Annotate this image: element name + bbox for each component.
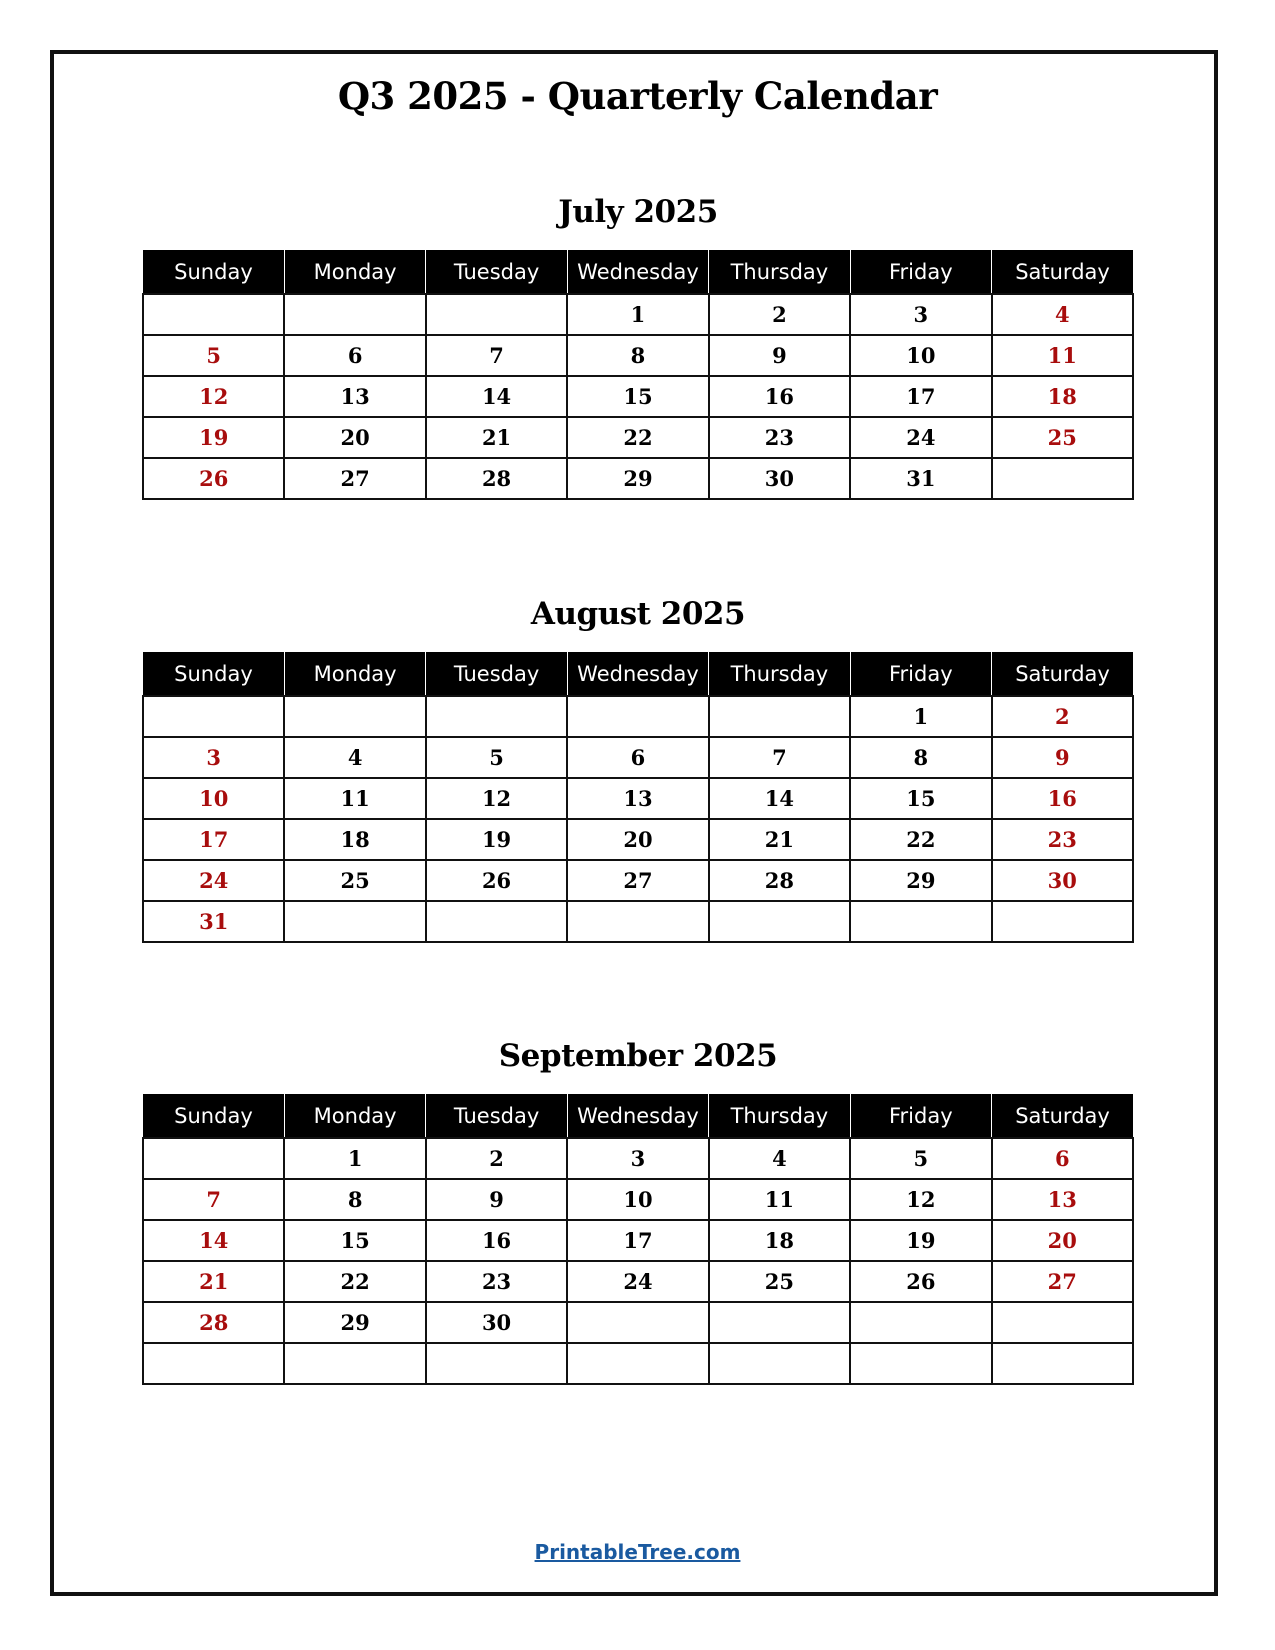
weekday-header-row xyxy=(143,250,1133,294)
day-cell: 13 xyxy=(284,376,425,417)
weekday-header-thursday: Thursday xyxy=(709,652,850,696)
footer xyxy=(0,1540,1275,1564)
day-cell: 12 xyxy=(143,376,284,417)
day-cell: 13 xyxy=(567,778,708,819)
day-cell: 4 xyxy=(709,1138,850,1179)
day-cell: 27 xyxy=(284,458,425,499)
day-cell: 12 xyxy=(850,1179,991,1220)
day-cell: 28 xyxy=(426,458,567,499)
printabletree-link[interactable]: PrintableTree.com xyxy=(534,1540,741,1564)
week-row xyxy=(143,819,1133,860)
day-cell: 23 xyxy=(426,1261,567,1302)
day-cell: 3 xyxy=(850,294,991,335)
day-cell: 31 xyxy=(850,458,991,499)
day-cell: 21 xyxy=(143,1261,284,1302)
empty-day-cell xyxy=(992,1302,1133,1343)
empty-day-cell xyxy=(284,1343,425,1384)
weekday-header-sunday: Sunday xyxy=(143,250,284,294)
weekday-header-saturday: Saturday xyxy=(992,1094,1133,1138)
empty-day-cell xyxy=(992,458,1133,499)
day-cell: 26 xyxy=(143,458,284,499)
empty-day-cell xyxy=(284,294,425,335)
day-cell: 5 xyxy=(426,737,567,778)
week-row xyxy=(143,335,1133,376)
empty-day-cell xyxy=(284,696,425,737)
calendar-grid xyxy=(142,652,1134,943)
weekday-header-friday: Friday xyxy=(850,1094,991,1138)
day-cell: 9 xyxy=(426,1179,567,1220)
day-cell: 7 xyxy=(143,1179,284,1220)
week-row xyxy=(143,1179,1133,1220)
day-cell: 9 xyxy=(709,335,850,376)
day-cell: 8 xyxy=(567,335,708,376)
day-cell: 19 xyxy=(850,1220,991,1261)
day-cell: 20 xyxy=(284,417,425,458)
day-cell: 20 xyxy=(567,819,708,860)
month-july xyxy=(142,190,1134,500)
weekday-header-thursday: Thursday xyxy=(709,250,850,294)
day-cell: 8 xyxy=(284,1179,425,1220)
calendar-grid xyxy=(142,1094,1134,1385)
day-cell: 15 xyxy=(284,1220,425,1261)
day-cell: 17 xyxy=(143,819,284,860)
day-cell: 2 xyxy=(709,294,850,335)
day-cell: 28 xyxy=(709,860,850,901)
day-cell: 21 xyxy=(709,819,850,860)
weekday-header-sunday: Sunday xyxy=(143,652,284,696)
day-cell: 17 xyxy=(567,1220,708,1261)
month-title: July 2025 xyxy=(558,194,718,230)
day-cell: 18 xyxy=(992,376,1133,417)
day-cell: 30 xyxy=(992,860,1133,901)
day-cell: 14 xyxy=(709,778,850,819)
calendar-grid xyxy=(142,250,1134,500)
day-cell: 19 xyxy=(426,819,567,860)
weekday-header-monday: Monday xyxy=(284,1094,425,1138)
day-cell: 24 xyxy=(567,1261,708,1302)
day-cell: 29 xyxy=(850,860,991,901)
page-title: Q3 2025 - Quarterly Calendar xyxy=(337,74,938,118)
day-cell: 29 xyxy=(284,1302,425,1343)
week-row xyxy=(143,294,1133,335)
day-cell: 10 xyxy=(143,778,284,819)
day-cell: 22 xyxy=(850,819,991,860)
day-cell: 25 xyxy=(709,1261,850,1302)
day-cell: 1 xyxy=(850,696,991,737)
day-cell: 11 xyxy=(992,335,1133,376)
empty-day-cell xyxy=(850,901,991,942)
week-row xyxy=(143,860,1133,901)
day-cell: 9 xyxy=(992,737,1133,778)
week-row xyxy=(143,778,1133,819)
day-cell: 11 xyxy=(284,778,425,819)
week-row xyxy=(143,458,1133,499)
day-cell: 8 xyxy=(850,737,991,778)
day-cell: 14 xyxy=(143,1220,284,1261)
calendar-body xyxy=(143,294,1133,499)
day-cell: 24 xyxy=(143,860,284,901)
day-cell: 29 xyxy=(567,458,708,499)
day-cell: 23 xyxy=(992,819,1133,860)
day-cell: 1 xyxy=(284,1138,425,1179)
day-cell: 2 xyxy=(992,696,1133,737)
day-cell: 2 xyxy=(426,1138,567,1179)
day-cell: 15 xyxy=(567,376,708,417)
day-cell: 14 xyxy=(426,376,567,417)
week-row xyxy=(143,417,1133,458)
week-row xyxy=(143,696,1133,737)
weekday-header-saturday: Saturday xyxy=(992,250,1133,294)
day-cell: 25 xyxy=(284,860,425,901)
empty-day-cell xyxy=(709,1343,850,1384)
empty-day-cell xyxy=(567,1343,708,1384)
empty-day-cell xyxy=(709,696,850,737)
month-september xyxy=(142,1034,1134,1385)
month-title: September 2025 xyxy=(498,1038,778,1074)
day-cell: 23 xyxy=(709,417,850,458)
day-cell: 5 xyxy=(143,335,284,376)
empty-day-cell xyxy=(850,1302,991,1343)
day-cell: 15 xyxy=(850,778,991,819)
month-august xyxy=(142,592,1134,943)
day-cell: 16 xyxy=(709,376,850,417)
weekday-header-wednesday: Wednesday xyxy=(567,250,708,294)
day-cell: 1 xyxy=(567,294,708,335)
empty-day-cell xyxy=(709,1302,850,1343)
empty-day-cell xyxy=(143,696,284,737)
week-row xyxy=(143,901,1133,942)
day-cell: 17 xyxy=(850,376,991,417)
weekday-header-row xyxy=(143,1094,1133,1138)
weekday-header-tuesday: Tuesday xyxy=(426,1094,567,1138)
day-cell: 3 xyxy=(567,1138,708,1179)
weekday-header-thursday: Thursday xyxy=(709,1094,850,1138)
weekday-header-row xyxy=(143,652,1133,696)
day-cell: 4 xyxy=(992,294,1133,335)
empty-day-cell xyxy=(426,696,567,737)
day-cell: 12 xyxy=(426,778,567,819)
day-cell: 31 xyxy=(143,901,284,942)
weekday-header-wednesday: Wednesday xyxy=(567,652,708,696)
calendar-body xyxy=(143,696,1133,942)
day-cell: 22 xyxy=(284,1261,425,1302)
day-cell: 11 xyxy=(709,1179,850,1220)
weekday-header-sunday: Sunday xyxy=(143,1094,284,1138)
weekday-header-wednesday: Wednesday xyxy=(567,1094,708,1138)
day-cell: 21 xyxy=(426,417,567,458)
day-cell: 4 xyxy=(284,737,425,778)
day-cell: 13 xyxy=(992,1179,1133,1220)
week-row xyxy=(143,1138,1133,1179)
empty-day-cell xyxy=(567,696,708,737)
empty-day-cell xyxy=(143,1343,284,1384)
week-row xyxy=(143,1343,1133,1384)
day-cell: 26 xyxy=(426,860,567,901)
day-cell: 6 xyxy=(567,737,708,778)
day-cell: 5 xyxy=(850,1138,991,1179)
weekday-header-tuesday: Tuesday xyxy=(426,652,567,696)
weekday-header-monday: Monday xyxy=(284,652,425,696)
week-row xyxy=(143,376,1133,417)
day-cell: 28 xyxy=(143,1302,284,1343)
month-title: August 2025 xyxy=(530,596,746,632)
weekday-header-monday: Monday xyxy=(284,250,425,294)
day-cell: 18 xyxy=(709,1220,850,1261)
day-cell: 7 xyxy=(709,737,850,778)
empty-day-cell xyxy=(143,1138,284,1179)
day-cell: 3 xyxy=(143,737,284,778)
day-cell: 27 xyxy=(992,1261,1133,1302)
empty-day-cell xyxy=(992,1343,1133,1384)
day-cell: 30 xyxy=(709,458,850,499)
day-cell: 16 xyxy=(992,778,1133,819)
day-cell: 22 xyxy=(567,417,708,458)
weekday-header-saturday: Saturday xyxy=(992,652,1133,696)
day-cell: 19 xyxy=(143,417,284,458)
empty-day-cell xyxy=(143,294,284,335)
day-cell: 24 xyxy=(850,417,991,458)
empty-day-cell xyxy=(426,901,567,942)
empty-day-cell xyxy=(284,901,425,942)
week-row xyxy=(143,1220,1133,1261)
week-row xyxy=(143,1261,1133,1302)
day-cell: 27 xyxy=(567,860,708,901)
empty-day-cell xyxy=(567,901,708,942)
day-cell: 6 xyxy=(992,1138,1133,1179)
day-cell: 6 xyxy=(284,335,425,376)
weekday-header-friday: Friday xyxy=(850,652,991,696)
day-cell: 26 xyxy=(850,1261,991,1302)
day-cell: 16 xyxy=(426,1220,567,1261)
empty-day-cell xyxy=(426,1343,567,1384)
empty-day-cell xyxy=(709,901,850,942)
day-cell: 10 xyxy=(567,1179,708,1220)
day-cell: 20 xyxy=(992,1220,1133,1261)
empty-day-cell xyxy=(992,901,1133,942)
empty-day-cell xyxy=(426,294,567,335)
weekday-header-friday: Friday xyxy=(850,250,991,294)
day-cell: 30 xyxy=(426,1302,567,1343)
week-row xyxy=(143,1302,1133,1343)
day-cell: 25 xyxy=(992,417,1133,458)
weekday-header-tuesday: Tuesday xyxy=(426,250,567,294)
calendar-body xyxy=(143,1138,1133,1384)
day-cell: 10 xyxy=(850,335,991,376)
day-cell: 18 xyxy=(284,819,425,860)
week-row xyxy=(143,737,1133,778)
empty-day-cell xyxy=(850,1343,991,1384)
day-cell: 7 xyxy=(426,335,567,376)
empty-day-cell xyxy=(567,1302,708,1343)
